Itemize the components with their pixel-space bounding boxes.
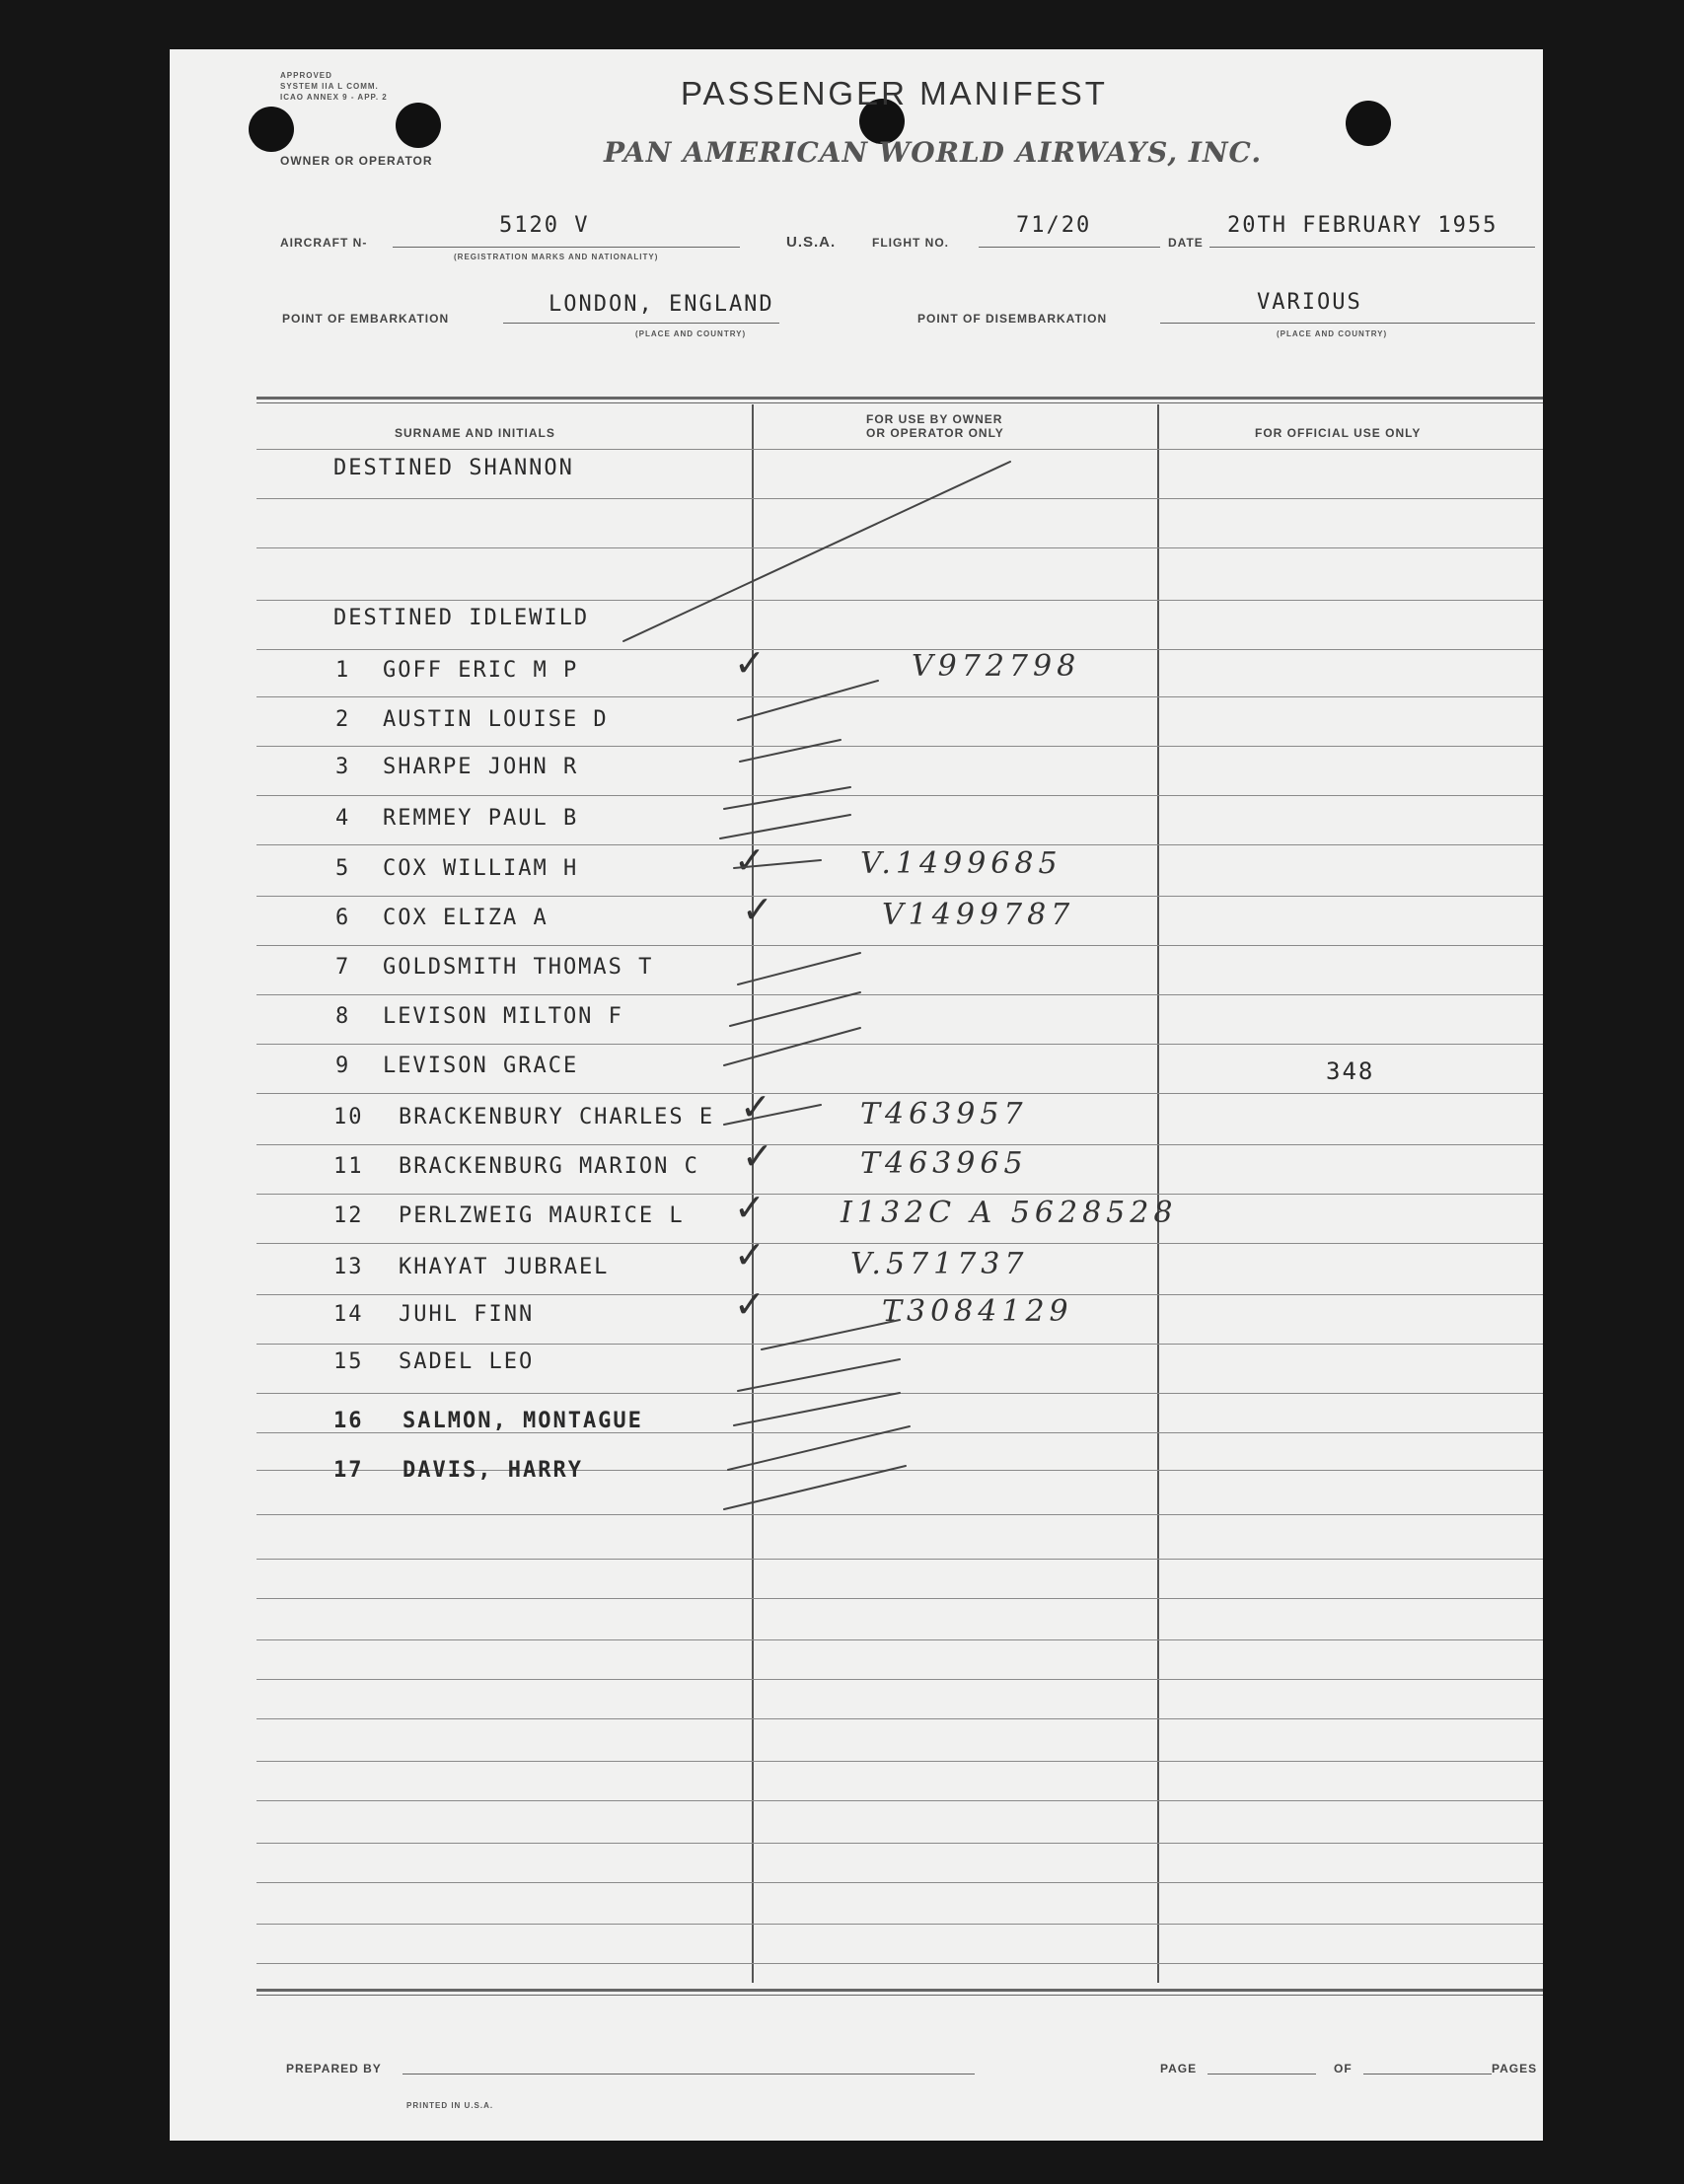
col-header-official: FOR OFFICIAL USE ONLY [1255, 426, 1422, 440]
passenger-ref: V972798 [912, 649, 1081, 684]
ruled-line [256, 1800, 1543, 1801]
check-mark-icon: ✓ [734, 1186, 766, 1229]
passenger-number: 3 [335, 755, 351, 779]
passenger-number: 12 [333, 1203, 364, 1228]
passenger-name: BRACKENBURG MARION C [399, 1154, 699, 1179]
passenger-name: JUHL FINN [399, 1302, 535, 1327]
passenger-number: 14 [333, 1302, 364, 1327]
passenger-name: SALMON, MONTAGUE [403, 1409, 643, 1433]
approval-line: ICAO ANNEX 9 - APP. 2 [280, 93, 388, 102]
of-label: OF [1334, 2062, 1353, 2075]
passenger-ref: T3084129 [882, 1294, 1073, 1329]
passenger-ref: V1499787 [882, 898, 1075, 932]
passenger-number: 8 [335, 1004, 351, 1029]
passenger-number: 15 [333, 1349, 364, 1374]
passenger-number: 16 [333, 1409, 364, 1433]
passenger-number: 17 [333, 1458, 364, 1483]
pages-label: PAGES [1492, 2062, 1538, 2075]
manifest-sheet [170, 49, 1543, 2141]
check-mark-icon: ✓ [734, 641, 766, 685]
passenger-number: 10 [333, 1105, 364, 1129]
approval-line: APPROVED [280, 71, 332, 80]
embarkation-label: POINT OF EMBARKATION [282, 312, 450, 326]
passenger-name: KHAYAT JUBRAEL [399, 1255, 610, 1279]
ruled-line [256, 1718, 1543, 1719]
pen-strokes [170, 49, 1543, 1628]
flight-value: 71/20 [1016, 213, 1092, 238]
passenger-number: 1 [335, 658, 351, 683]
passenger-name: LEVISON MILTON F [383, 1004, 623, 1029]
passenger-number: 7 [335, 955, 351, 980]
disembarkation-label: POINT OF DISEMBARKATION [917, 312, 1108, 326]
passenger-ref: I132C A 5628528 [841, 1196, 1178, 1230]
passenger-name: GOFF ERIC M P [383, 658, 579, 683]
passenger-name: GOLDSMITH THOMAS T [383, 955, 654, 980]
ruled-line [256, 1924, 1543, 1925]
ruled-line [256, 1882, 1543, 1883]
approval-line: SYSTEM IIA L COMM. [280, 82, 379, 91]
passenger-ref: V.1499685 [860, 846, 1062, 881]
passenger-name: COX ELIZA A [383, 906, 549, 930]
passenger-name: PERLZWEIG MAURICE L [399, 1203, 685, 1228]
owner-operator-label: OWNER OR OPERATOR [280, 154, 433, 168]
passenger-name: AUSTIN LOUISE D [383, 707, 609, 732]
passenger-ref: T463965 [860, 1146, 1028, 1181]
section-destined-shannon: DESTINED SHANNON [333, 456, 574, 480]
passenger-name: LEVISON GRACE [383, 1054, 579, 1078]
col-header-owner: FOR USE BY OWNER [866, 412, 1003, 426]
check-mark-icon: ✓ [742, 888, 773, 931]
passenger-number: 6 [335, 906, 351, 930]
check-mark-icon: ✓ [734, 1282, 766, 1326]
aircraft-label: AIRCRAFT N- [280, 236, 368, 250]
check-mark-icon: ✓ [734, 838, 766, 882]
passenger-name: DAVIS, HARRY [403, 1458, 583, 1483]
passenger-number: 9 [335, 1054, 351, 1078]
country-label: U.S.A. [786, 234, 837, 251]
section-destined-idlewild: DESTINED IDLEWILD [333, 606, 590, 630]
passenger-number: 4 [335, 806, 351, 831]
prepared-by-label: PREPARED BY [286, 2062, 382, 2075]
date-value: 20TH FEBRUARY 1955 [1227, 213, 1499, 238]
printed-in-usa: PRINTED IN U.S.A. [406, 2101, 494, 2110]
check-mark-icon: ✓ [734, 1233, 766, 1276]
passenger-number: 5 [335, 856, 351, 881]
embarkation-caption: (PLACE AND COUNTRY) [635, 329, 747, 338]
check-mark-icon: ✓ [742, 1134, 773, 1178]
official-note: 348 [1326, 1057, 1375, 1085]
passenger-number: 2 [335, 707, 351, 732]
ruled-line [256, 1843, 1543, 1844]
ruled-line [256, 1639, 1543, 1640]
col-header-surname: SURNAME AND INITIALS [395, 426, 555, 440]
ruled-line [256, 1761, 1543, 1762]
embarkation-value: LONDON, ENGLAND [549, 292, 774, 317]
airline-name: PAN AMERICAN WORLD AIRWAYS, INC. [604, 136, 1263, 169]
page-title: PASSENGER MANIFEST [681, 75, 1108, 111]
page-label: PAGE [1160, 2062, 1198, 2075]
registration-caption: (REGISTRATION MARKS AND NATIONALITY) [454, 253, 659, 261]
date-label: DATE [1168, 236, 1204, 250]
passenger-name: REMMEY PAUL B [383, 806, 579, 831]
ruled-line [256, 1963, 1543, 1964]
aircraft-value: 5120 V [499, 213, 590, 238]
passenger-name: SHARPE JOHN R [383, 755, 579, 779]
disembarkation-value: VARIOUS [1257, 290, 1362, 315]
passenger-number: 11 [333, 1154, 364, 1179]
passenger-number: 13 [333, 1255, 364, 1279]
passenger-name: BRACKENBURY CHARLES E [399, 1105, 715, 1129]
ruled-line [256, 1679, 1543, 1680]
passenger-name: SADEL LEO [399, 1349, 535, 1374]
passenger-ref: V.571737 [850, 1247, 1029, 1281]
disembarkation-caption: (PLACE AND COUNTRY) [1277, 329, 1388, 338]
flight-label: FLIGHT NO. [872, 236, 949, 250]
col-header-owner: OR OPERATOR ONLY [866, 426, 1004, 440]
check-mark-icon: ✓ [740, 1085, 771, 1128]
passenger-name: COX WILLIAM H [383, 856, 579, 881]
passenger-ref: T463957 [860, 1097, 1028, 1131]
